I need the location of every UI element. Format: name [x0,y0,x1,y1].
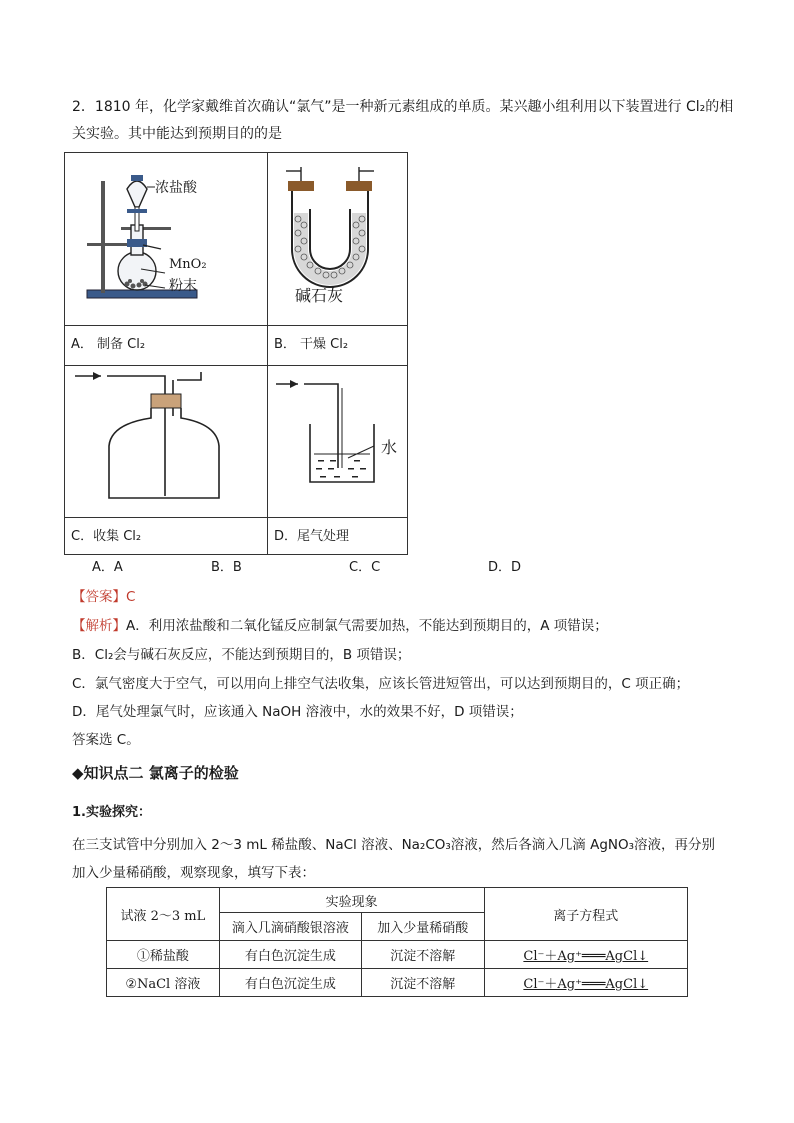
question-line-2: 关实验。其中能达到预期目的的是 [72,126,282,142]
analysis-line-5: 答案选 C。 [72,732,140,748]
caption-d: D．尾气处理 [274,529,350,544]
experiment-heading: 1.实验探究： [72,805,151,820]
analysis-line-4: D．尾气处理氯气时，应该通入 NaOH 溶液中，水的效果不好，D 项错误； [72,704,523,720]
cell-reagent: ②NaCl 溶液 [107,969,220,997]
table-header-row [107,888,688,913]
option-c[interactable]: C．C [349,560,381,575]
cell-equation [484,969,687,997]
cell-equation [484,941,687,969]
analysis-text-1: A．利用浓盐酸和二氧化锰反应制氯气需要加热，不能达到预期目的，A 项错误； [126,618,608,634]
section-title: ◆知识点二 氯离子的检验 [72,764,239,782]
experiment-line-2: 加入少量稀硝酸，观察现象，填写下表： [72,865,315,881]
table-row [107,941,688,969]
header-phenomenon: 实验现象 [219,888,484,913]
label-conc-hcl: 浓盐酸 [155,180,197,196]
cell-obs2: 沉淀不溶解 [362,969,484,997]
gas-collection-bottle [65,366,267,517]
grid-divider-h3 [65,517,407,518]
grid-divider-h1 [65,325,407,326]
caption-c: C．收集 Cl₂ [71,529,142,544]
equation-text: Cl⁻＋Ag⁺═══AgCl↓ [523,977,649,992]
label-mno2: MnO₂ [169,257,207,272]
header-add-agno3: 滴入几滴硝酸银溶液 [219,913,361,941]
table-row [107,969,688,997]
cell-obs1: 有白色沉淀生成 [219,969,361,997]
header-equation: 离子方程式 [484,888,687,941]
label-powder: 粉末 [169,278,197,294]
question-line-1: 2．1810 年，化学家戴维首次确认“氯气”是一种新元素组成的单质。某兴趣小组利用以下装置进行 Cl₂的相 [72,99,734,115]
option-a[interactable]: A．A [92,560,123,575]
equation-text: Cl⁻＋Ag⁺═══AgCl↓ [523,949,649,964]
analysis-line-3: C．氯气密度大于空气，可以用向上排空气法收集，应该长管进短管出，可以达到预期目的，C 项正确； [72,676,690,692]
header-add-hno3: 加入少量稀硝酸 [362,913,484,941]
option-d[interactable]: D．D [488,560,522,575]
answer-line [72,585,135,605]
cell-obs1: 有白色沉淀生成 [219,941,361,969]
label-soda-lime: 碱石灰 [295,286,344,305]
analysis-line-2: B．Cl₂会与碱石灰反应，不能达到预期目的，B 项错误； [72,647,411,663]
cell-obs2: 沉淀不溶解 [362,941,484,969]
answer-value: C [126,589,136,605]
header-reagent: 试液 2～3 mL [107,888,220,941]
experiment-line-1: 在三支试管中分别加入 2～3 mL 稀盐酸、NaCl 溶液、Na₂CO₃溶液，然后各滴入几滴 AgNO₃溶液，再分别 [72,837,716,853]
label-water: 水 [381,438,398,457]
caption-b: B． 干燥 Cl₂ [274,337,349,352]
answer-tag: 【答案】 [72,589,126,605]
caption-a: A． 制备 Cl₂ [71,337,146,352]
analysis-line-1 [72,614,608,634]
option-b[interactable]: B．B [211,560,242,575]
apparatus-figure-grid [64,152,408,555]
chloride-test-table [106,887,688,997]
cell-reagent: ①稀盐酸 [107,941,220,969]
analysis-tag: 【解析】 [72,618,126,634]
